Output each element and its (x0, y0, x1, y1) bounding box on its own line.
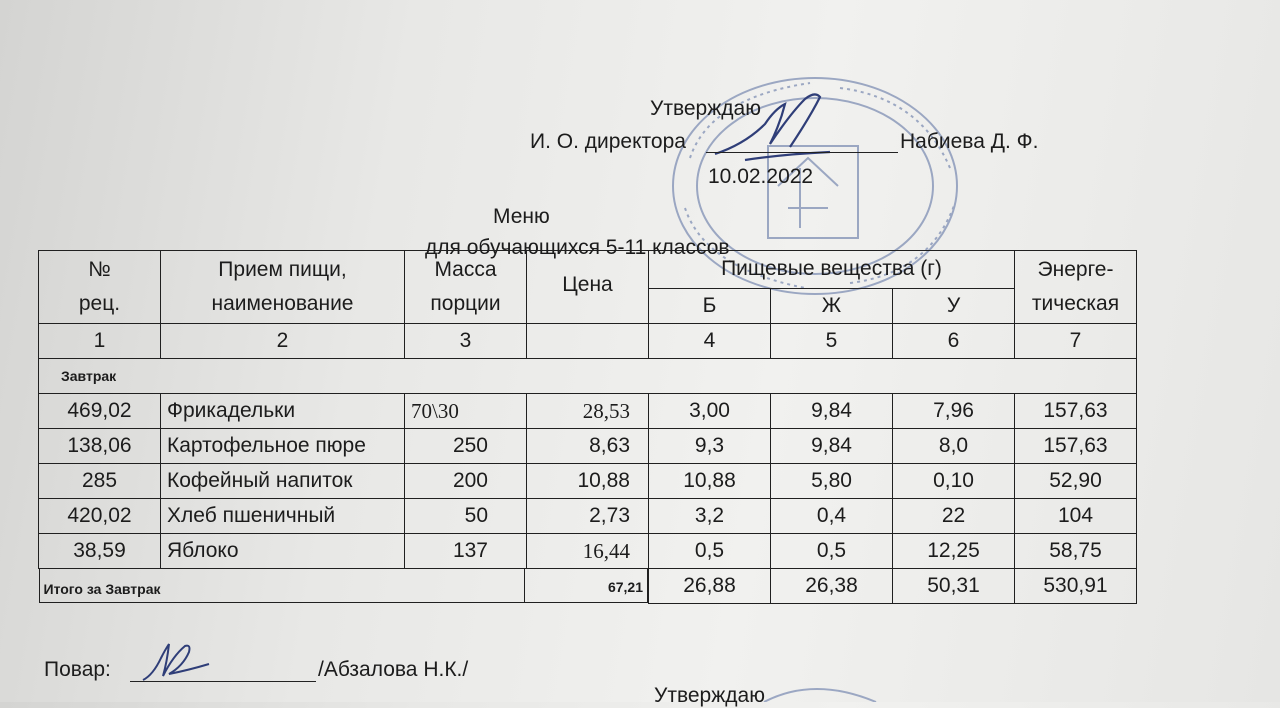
header-price: Цена (527, 251, 649, 324)
cell-mass: 137 (405, 534, 527, 569)
table-row (39, 429, 1137, 464)
header-mass (405, 251, 527, 324)
table-row (39, 534, 1137, 569)
cell-price: 2,73 (527, 499, 649, 534)
cell-zh: 0,5 (771, 534, 893, 569)
column-number-row (39, 324, 1137, 359)
cell-u: 8,0 (893, 429, 1015, 464)
table-row (39, 394, 1137, 429)
cell-energy: 58,75 (1015, 534, 1137, 569)
table-row (39, 464, 1137, 499)
approval-role: И. О. директора (530, 130, 686, 153)
total-left (39, 569, 649, 604)
cell-name: Картофельное пюре (161, 429, 405, 464)
header-rec-line1: № (88, 258, 111, 281)
cell-b: 3,00 (649, 394, 771, 429)
total-price: 67,21 (525, 569, 649, 603)
cell-name: Фрикадельки (161, 394, 405, 429)
round-stamp-lower (760, 680, 880, 702)
total-zh: 26,38 (771, 569, 893, 604)
header-row-1 (39, 251, 1137, 289)
cell-energy: 157,63 (1015, 394, 1137, 429)
section-row (39, 359, 1137, 394)
col-number (527, 324, 649, 359)
cell-b: 3,2 (649, 499, 771, 534)
header-energy-line1: Энерге- (1037, 258, 1114, 281)
header-rec-line2: рец. (78, 292, 121, 315)
menu-title: Меню (493, 205, 550, 228)
cell-mass: 70\30 (405, 394, 527, 429)
cell-rec: 469,02 (39, 394, 161, 429)
cell-mass: 200 (405, 464, 527, 499)
cell-u: 0,10 (893, 464, 1015, 499)
cell-b: 9,3 (649, 429, 771, 464)
col-number: 1 (39, 324, 161, 359)
cell-b: 10,88 (649, 464, 771, 499)
approval-date: 10.02.2022 (708, 165, 814, 188)
cell-price: 28,53 (527, 394, 649, 429)
cell-price: 8,63 (527, 429, 649, 464)
cell-mass: 50 (405, 499, 527, 534)
cell-rec: 285 (39, 464, 161, 499)
cell-energy: 52,90 (1015, 464, 1137, 499)
cook-label: Повар: (44, 658, 111, 681)
cell-name: Яблоко (161, 534, 405, 569)
total-energy: 530,91 (1015, 569, 1137, 604)
cell-mass: 250 (405, 429, 527, 464)
cell-rec: 38,59 (39, 534, 161, 569)
cell-name: Хлеб пшеничный (161, 499, 405, 534)
cell-zh: 9,84 (771, 429, 893, 464)
col-number: 5 (771, 324, 893, 359)
header-nutrients: Пищевые вещества (г) (649, 251, 1015, 289)
menu-subtitle: для обучающихся 5-11 классов (425, 236, 730, 259)
header-zh: Ж (771, 288, 893, 324)
header-energy (1015, 251, 1137, 324)
cell-zh: 9,84 (771, 394, 893, 429)
cell-zh: 0,4 (771, 499, 893, 534)
col-number: 4 (649, 324, 771, 359)
cell-u: 12,25 (893, 534, 1015, 569)
cell-price: 10,88 (527, 464, 649, 499)
cell-name: Кофейный напиток (161, 464, 405, 499)
cell-energy: 104 (1015, 499, 1137, 534)
cell-zh: 5,80 (771, 464, 893, 499)
next-approval-title: Утверждаю (654, 684, 765, 707)
total-b: 26,88 (649, 569, 771, 604)
cook-signature (135, 640, 225, 690)
cell-rec: 138,06 (39, 429, 161, 464)
menu-table (38, 250, 1137, 604)
header-meal-line1: Прием пищи, (218, 258, 347, 281)
approval-title: Утверждаю (650, 97, 761, 120)
cook-name: /Абзалова Н.К./ (318, 658, 469, 681)
total-u: 50,31 (893, 569, 1015, 604)
col-number: 6 (893, 324, 1015, 359)
header-mass-line1: Масса (434, 258, 497, 281)
header-rec-number (39, 251, 161, 324)
section-label: Завтрак (39, 359, 1137, 394)
cell-price: 16,44 (527, 534, 649, 569)
cell-b: 0,5 (649, 534, 771, 569)
cell-u: 22 (893, 499, 1015, 534)
header-energy-line2: тическая (1031, 292, 1120, 315)
cell-u: 7,96 (893, 394, 1015, 429)
col-number: 2 (161, 324, 405, 359)
cell-rec: 420,02 (39, 499, 161, 534)
table-row (39, 499, 1137, 534)
total-label: Итого за Завтрак (39, 569, 525, 603)
header-u: У (893, 288, 1015, 324)
approval-name: Набиева Д. Ф. (900, 130, 1039, 153)
approval-signature-line (706, 152, 898, 153)
col-number: 7 (1015, 324, 1137, 359)
cook-signature-line (130, 681, 316, 682)
header-b: Б (649, 288, 771, 324)
header-mass-line2: порции (430, 292, 501, 315)
cell-energy: 157,63 (1015, 429, 1137, 464)
header-meal-line2: наименование (211, 292, 354, 315)
total-row (39, 569, 1137, 604)
col-number: 3 (405, 324, 527, 359)
header-meal (161, 251, 405, 324)
